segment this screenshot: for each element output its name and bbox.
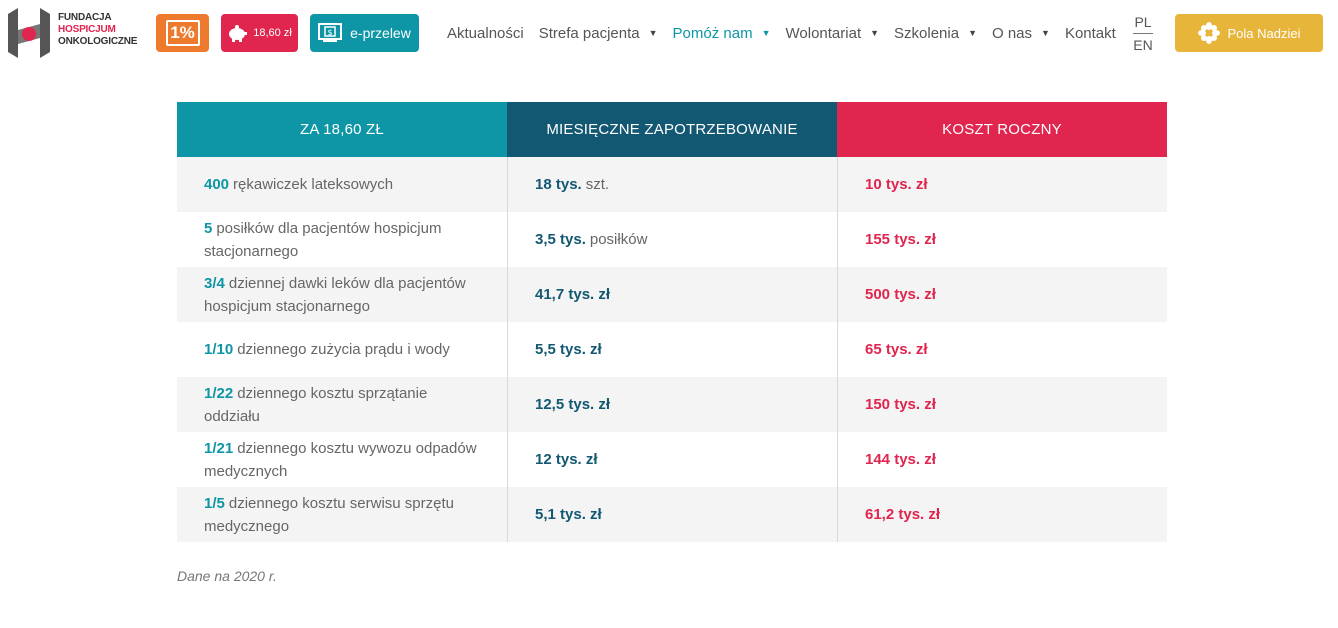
item-cell — [177, 432, 507, 487]
item-description: dziennego kosztu wywozu odpadów medycznych — [204, 439, 477, 480]
foundation-logo[interactable] — [6, 4, 136, 62]
donate-piggy-button[interactable] — [221, 14, 298, 52]
item-cell — [177, 322, 507, 377]
caret-down-icon: ▼ — [968, 28, 977, 38]
yearly-cell — [837, 267, 1167, 322]
percent-icon: 1% — [166, 20, 200, 46]
monthly-cell — [507, 487, 837, 542]
item-cell — [177, 267, 507, 322]
nav-label: Kontakt — [1064, 24, 1116, 42]
daffodil-icon — [1198, 22, 1220, 44]
column-header-amount: ZA 18,60 ZŁ — [177, 102, 507, 157]
main-nav — [447, 23, 1131, 43]
table-row — [177, 487, 1167, 542]
monthly-value: 41,7 tys. zł — [535, 286, 611, 303]
nav-label: Strefa pacjenta — [538, 24, 640, 42]
yearly-cell — [837, 377, 1167, 432]
item-description: rękawiczek lateksowych — [233, 176, 394, 193]
nav-item-strefa-pacjenta[interactable] — [539, 25, 658, 42]
item-cell — [177, 487, 507, 542]
one-percent-button[interactable] — [156, 14, 209, 52]
logo-icon — [6, 4, 54, 62]
yearly-value: 65 tys. zł — [865, 341, 928, 358]
monthly-cell — [507, 377, 837, 432]
caret-down-icon: ▼ — [870, 28, 880, 38]
item-fraction: 400 — [204, 176, 230, 193]
svg-text:$: $ — [327, 28, 333, 37]
yearly-value: 155 tys. zł — [865, 231, 936, 248]
item-fraction: 5 — [204, 219, 213, 237]
monthly-value: 5,1 tys. zł — [535, 506, 602, 523]
nav-label: O nas — [992, 24, 1033, 42]
monthly-cell — [507, 157, 837, 212]
site-header — [0, 0, 1338, 66]
monthly-cell — [507, 267, 837, 322]
monthly-value: 18 tys. — [535, 176, 582, 193]
monthly-value: 5,5 tys. zł — [535, 341, 602, 358]
item-fraction: 1/21 — [204, 439, 234, 457]
table-row — [177, 157, 1167, 212]
item-description: dziennego kosztu serwisu sprzętu medycznego — [204, 494, 454, 535]
caret-down-icon: ▼ — [1041, 28, 1050, 38]
yearly-cell — [837, 322, 1167, 377]
table-row — [177, 322, 1167, 377]
item-cell — [177, 212, 507, 267]
logo-text — [58, 12, 137, 48]
cost-table — [177, 102, 1167, 542]
e-przelew-button[interactable] — [310, 14, 419, 52]
logo-line1: FUNDACJA — [58, 12, 112, 23]
caret-down-icon: ▼ — [761, 28, 771, 38]
caret-down-icon: ▼ — [648, 28, 658, 38]
table-row — [177, 377, 1167, 432]
nav-item-pomoz-nam[interactable] — [673, 25, 771, 42]
yearly-cell — [837, 432, 1167, 487]
nav-item-o-nas[interactable] — [992, 25, 1050, 42]
item-description: dziennego zużycia prądu i wody — [237, 341, 450, 358]
monthly-cell — [507, 322, 837, 377]
monthly-value: 3,5 tys. — [535, 231, 586, 248]
nav-label: Szkolenia — [894, 24, 960, 42]
yearly-value: 500 tys. zł — [865, 286, 936, 303]
yearly-cell — [837, 212, 1167, 267]
table-row — [177, 267, 1167, 322]
logo-line3: ONKOLOGICZNE — [58, 36, 138, 47]
item-fraction: 1/22 — [204, 384, 234, 402]
item-cell — [177, 377, 507, 432]
nav-label: Pomóż nam — [672, 24, 753, 42]
yearly-value: 10 tys. zł — [865, 176, 928, 193]
item-description: dziennego kosztu sprzątanie oddziału — [204, 384, 428, 425]
monthly-value: 12,5 tys. zł — [535, 396, 611, 413]
payment-screen-icon — [318, 23, 342, 43]
language-switcher — [1133, 14, 1153, 53]
piggy-button-label: 18,60 zł — [253, 27, 292, 39]
e-przelew-label: e-przelew — [350, 25, 411, 41]
monthly-unit: posiłków — [589, 231, 648, 248]
monthly-cell — [507, 212, 837, 267]
table-row — [177, 212, 1167, 267]
nav-item-kontakt[interactable] — [1065, 25, 1116, 42]
yearly-value: 150 tys. zł — [865, 396, 936, 413]
nav-item-wolontariat[interactable] — [786, 25, 880, 42]
item-cell — [177, 157, 507, 212]
yearly-cell — [837, 487, 1167, 542]
item-fraction: 1/5 — [204, 494, 225, 512]
monthly-value: 12 tys. zł — [535, 451, 598, 468]
piggy-bank-icon — [227, 24, 247, 42]
item-fraction: 1/10 — [204, 341, 234, 358]
pola-nadziei-button[interactable] — [1175, 14, 1323, 52]
logo-line2: HOSPICJUM — [58, 24, 116, 35]
item-description: posiłków dla pacjentów hospicjum stacjonarnego — [204, 219, 442, 260]
monthly-unit: szt. — [585, 176, 610, 193]
yearly-value: 144 tys. zł — [865, 451, 936, 468]
nav-label: Wolontariat — [785, 24, 862, 42]
column-header-monthly: MIESIĘCZNE ZAPOTRZEBOWANIE — [507, 102, 837, 157]
monthly-cell — [507, 432, 837, 487]
nav-item-szkolenia[interactable] — [894, 25, 977, 42]
column-header-yearly: KOSZT ROCZNY — [837, 102, 1167, 157]
yearly-value: 61,2 tys. zł — [865, 506, 941, 523]
table-header — [177, 102, 1167, 157]
nav-item-aktualnosci[interactable] — [447, 25, 524, 42]
pola-nadziei-label: Pola Nadziei — [1227, 25, 1301, 41]
lang-pl-link[interactable]: PL — [1133, 14, 1153, 34]
yearly-cell — [837, 157, 1167, 212]
lang-en-link[interactable]: EN — [1133, 37, 1153, 53]
item-fraction: 3/4 — [204, 274, 225, 292]
table-row — [177, 432, 1167, 487]
data-year-note: Dane na 2020 r. — [177, 568, 277, 584]
nav-label: Aktualności — [447, 24, 524, 42]
item-description: dziennej dawki leków dla pacjentów hospicjum stacjonarnego — [204, 274, 466, 315]
